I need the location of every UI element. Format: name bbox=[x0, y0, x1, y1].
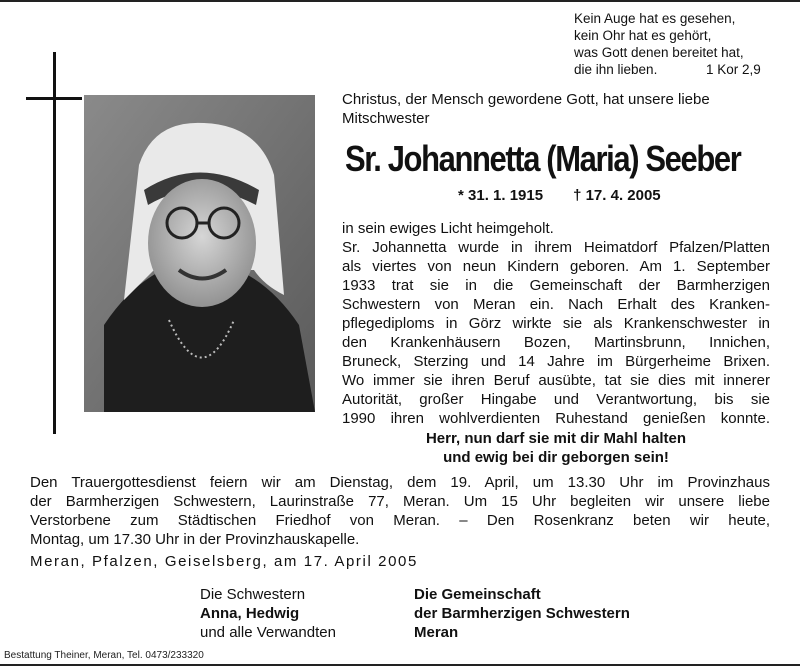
community-mourners bbox=[414, 585, 630, 642]
service-line: der Barmherzigen Schwestern, Laurinstraße 77, Meran. Um 15 Uhr begleiten wir unsere liebe bbox=[30, 493, 770, 510]
portrait-photo bbox=[84, 95, 315, 412]
bottom-border bbox=[0, 664, 800, 666]
bio-line: den Krankenhäusern Bozen, Martinsbrunn, Innichen, bbox=[342, 334, 770, 351]
service-line: Verstorbene zum Städtischen Friedhof von Meran. – Den Rosenkranz beten wir heute, bbox=[30, 512, 770, 529]
family-line: und alle Verwandten bbox=[200, 624, 336, 641]
bio-line: pflegediploms in Görz wirkte sie als Krankenschwester in bbox=[342, 315, 770, 332]
community-line: Meran bbox=[414, 624, 459, 641]
bio-line: Wo immer sie ihren Beruf ausübte, tat sie dies mit innerer bbox=[342, 372, 770, 389]
birth-date: * 31. 1. 1915 bbox=[458, 187, 544, 204]
bio-line: 1990 ihren wohlverdienten Ruhestand genießen konnte. bbox=[342, 410, 770, 427]
verse-line: Kein Auge hat es gesehen, bbox=[574, 11, 736, 26]
biography bbox=[342, 219, 770, 428]
place-and-date: Meran, Pfalzen, Geiselsberg, am 17. April 2005 bbox=[30, 553, 418, 570]
prayer-line: Herr, nun darf sie mit dir Mahl halten bbox=[425, 430, 687, 447]
family-mourners bbox=[200, 585, 336, 642]
top-border bbox=[0, 0, 800, 2]
deceased-name: Sr. Johannetta (Maria) Seeber bbox=[345, 138, 741, 179]
family-names: Anna, Hedwig bbox=[200, 605, 300, 622]
community-line: Die Gemeinschaft bbox=[414, 586, 541, 603]
bible-verse bbox=[574, 10, 761, 78]
prayer-line: und ewig bei dir geborgen sein! bbox=[443, 449, 669, 466]
verse-line: kein Ohr hat es gehört, bbox=[574, 28, 712, 43]
bio-line: als viertes von neun Kindern geboren. Am 1. September bbox=[342, 258, 770, 275]
undertaker-credit: Bestattung Theiner, Meran, Tel. 0473/233320 bbox=[4, 650, 204, 661]
community-line: der Barmherzigen Schwestern bbox=[414, 605, 630, 622]
death-date: † 17. 4. 2005 bbox=[573, 187, 661, 204]
funeral-service-info bbox=[30, 473, 770, 549]
intro-text bbox=[342, 90, 710, 128]
prayer-text bbox=[342, 429, 770, 467]
bio-line: 1933 trat sie in die Gemeinschaft der Barmherzigen bbox=[342, 277, 770, 294]
bio-line: Bruneck, Sterzing und 14 Jahre im Bürgerheime Brixen. bbox=[342, 353, 770, 370]
verse-line: was Gott denen bereitet hat, bbox=[574, 45, 744, 60]
bio-line: Schwestern von Meran ein. Nach Erhalt des Kranken- bbox=[342, 296, 770, 313]
bio-line: Autorität, großer Hingabe und Verantwortung, bis sie bbox=[342, 391, 770, 408]
family-line: Die Schwestern bbox=[200, 586, 306, 603]
bio-line: Sr. Johannetta wurde in ihrem Heimatdorf Pfalzen/Platten bbox=[342, 239, 770, 256]
verse-reference: 1 Kor 2,9 bbox=[706, 62, 761, 77]
service-line: Den Trauergottesdienst feiern wir am Dienstag, dem 19. April, um 13.30 Uhr im Provinzhaus bbox=[30, 474, 770, 491]
life-dates bbox=[458, 187, 661, 204]
service-line: Montag, um 17.30 Uhr in der Provinzhauskapelle. bbox=[30, 531, 360, 548]
intro-line: Mitschwester bbox=[342, 110, 430, 127]
intro-line: Christus, der Mensch gewordene Gott, hat unsere liebe bbox=[342, 91, 710, 108]
bio-line: in sein ewiges Licht heimgeholt. bbox=[342, 220, 554, 237]
verse-line: die ihn lieben. bbox=[574, 62, 658, 77]
